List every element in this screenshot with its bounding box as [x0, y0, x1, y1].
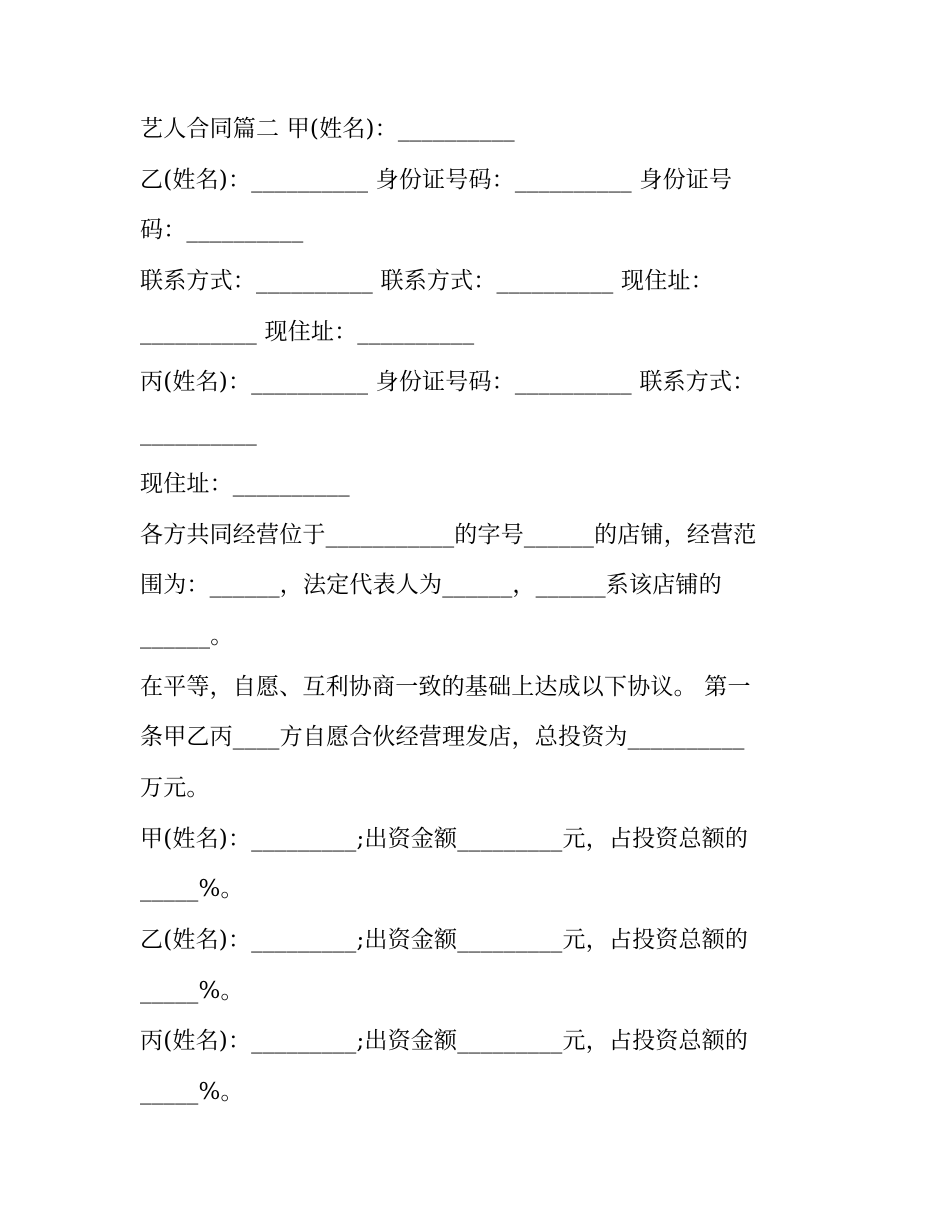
article-one-line: 条甲乙丙____方自愿合伙经营理发店，总投资为__________: [140, 724, 745, 751]
shop-location-line: 各方共同经营位于___________的字号______的店铺，经营范: [140, 521, 757, 548]
party-a-investment-line: 甲(姓名)：_________;出资金额_________元，占投资总额的: [140, 825, 749, 852]
document-body: [140, 104, 820, 1118]
contract-title-line: 艺人合同篇二 甲(姓名)：__________: [140, 116, 515, 142]
agreement-intro-line: 在平等，自愿、互利协商一致的基础上达成以下协议。 第一: [140, 673, 751, 700]
party-c-percentage-line: _____%。: [140, 1079, 244, 1106]
business-scope-continuation: ______。: [140, 622, 234, 649]
party-b-line: 乙(姓名)：__________ 身份证号码：__________ 身份证号: [140, 166, 733, 193]
party-b-percentage-line: _____%。: [140, 977, 244, 1004]
party-c-line: 丙(姓名)：__________ 身份证号码：__________ 联系方式：: [140, 369, 756, 396]
party-c-investment-line: 丙(姓名)：_________;出资金额_________元，占投资总额的: [140, 1028, 749, 1055]
party-a-percentage-line: _____%。: [140, 876, 244, 903]
party-c-contact-continuation: __________: [140, 420, 257, 447]
party-b-investment-line: 乙(姓名)：_________;出资金额_________元，占投资总额的: [140, 927, 749, 953]
party-c-address-line: 现住址：__________: [140, 470, 350, 497]
article-one-continuation: 万元。: [140, 774, 210, 801]
business-scope-line: 围为：______，法定代表人为______，______系该店铺的: [140, 572, 722, 599]
address-line: __________ 现住址：__________: [140, 318, 475, 345]
contact-line: 联系方式：__________ 联系方式：__________ 现住址：: [140, 268, 714, 295]
party-b-id-continuation: 码：__________: [140, 217, 304, 244]
